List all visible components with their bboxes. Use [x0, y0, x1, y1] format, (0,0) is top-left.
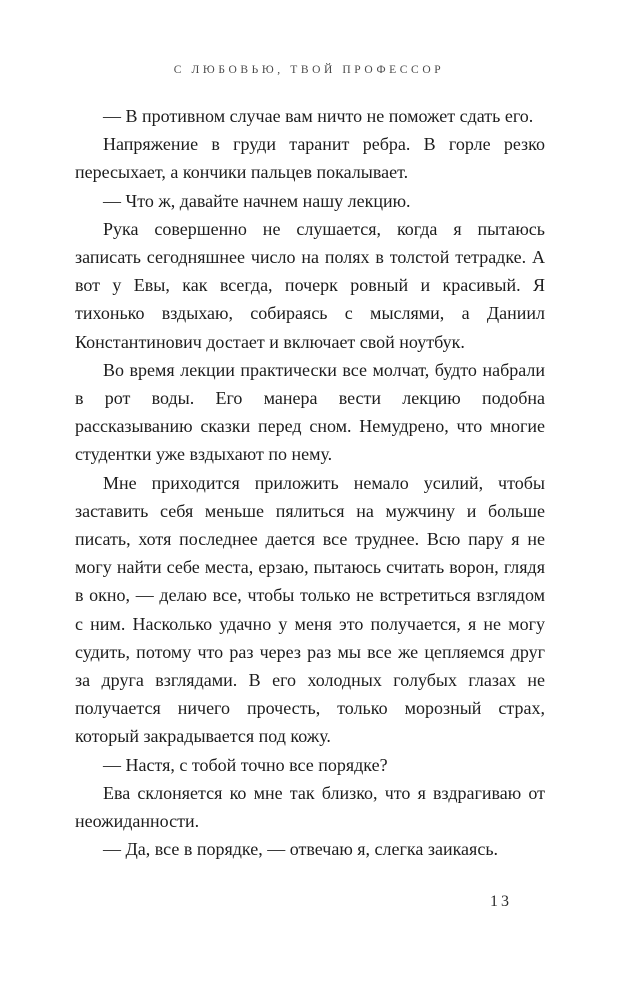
body-text	[75, 102, 545, 863]
running-header: С ЛЮБОВЬЮ, ТВОЙ ПРОФЕССОР	[173, 64, 445, 76]
paragraph: Напряжение в груди таранит ребра. В горле резко пересыхает, а кончики пальцев покалывает.	[75, 134, 545, 183]
paragraph-dialogue: — Настя, с тобой точно все порядке?	[103, 754, 388, 775]
paragraph-dialogue: — Да, все в порядке, — отвечаю я, слегка заикаясь.	[103, 839, 499, 860]
paragraph-dialogue: — В противном случае вам ничто не поможет сдать его.	[103, 106, 534, 126]
paragraph: Во время лекции практически все молчат, будто набрали в рот воды. Его манера вести лекцию подобна рассказыванию сказки перед сном. Немудрено, что многие студентки уже вздыхают по нему.	[75, 359, 545, 465]
paragraph-dialogue: — Что ж, давайте начнем нашу лекцию.	[103, 190, 411, 211]
paragraph: Ева склоняется ко мне так близко, что я вздрагиваю от неожиданности.	[75, 782, 545, 832]
paragraph: Рука совершенно не слушается, когда я пытаюсь записать сегодняшнее число на полях в толстой тетрадке. А вот у Евы, как всегда, почерк ровный и красивый. Я тихонько вздыхаю, собираясь с мыслями, а Даниил Константинович достает и включает свой ноутбук.	[75, 218, 545, 352]
paragraph: Мне приходится приложить немало усилий, чтобы заставить себя меньше пялиться на мужчину и больше писать, хотя последнее дается все труднее. Всю пару я не могу найти себе места, ерзаю, пытаюсь считать ворон, глядя в окно, — делаю все, чтобы только не встретиться взглядом с ним. Насколько удачно у меня это получается, я не могу судить, потому что раз через раз мы все же цепляемся друг за друга взглядами. В его холодных голубых глазах не получается ничего прочесть, только морозный страх, который закрадывается под кожу.	[75, 472, 545, 747]
page-number: 13	[490, 893, 512, 910]
